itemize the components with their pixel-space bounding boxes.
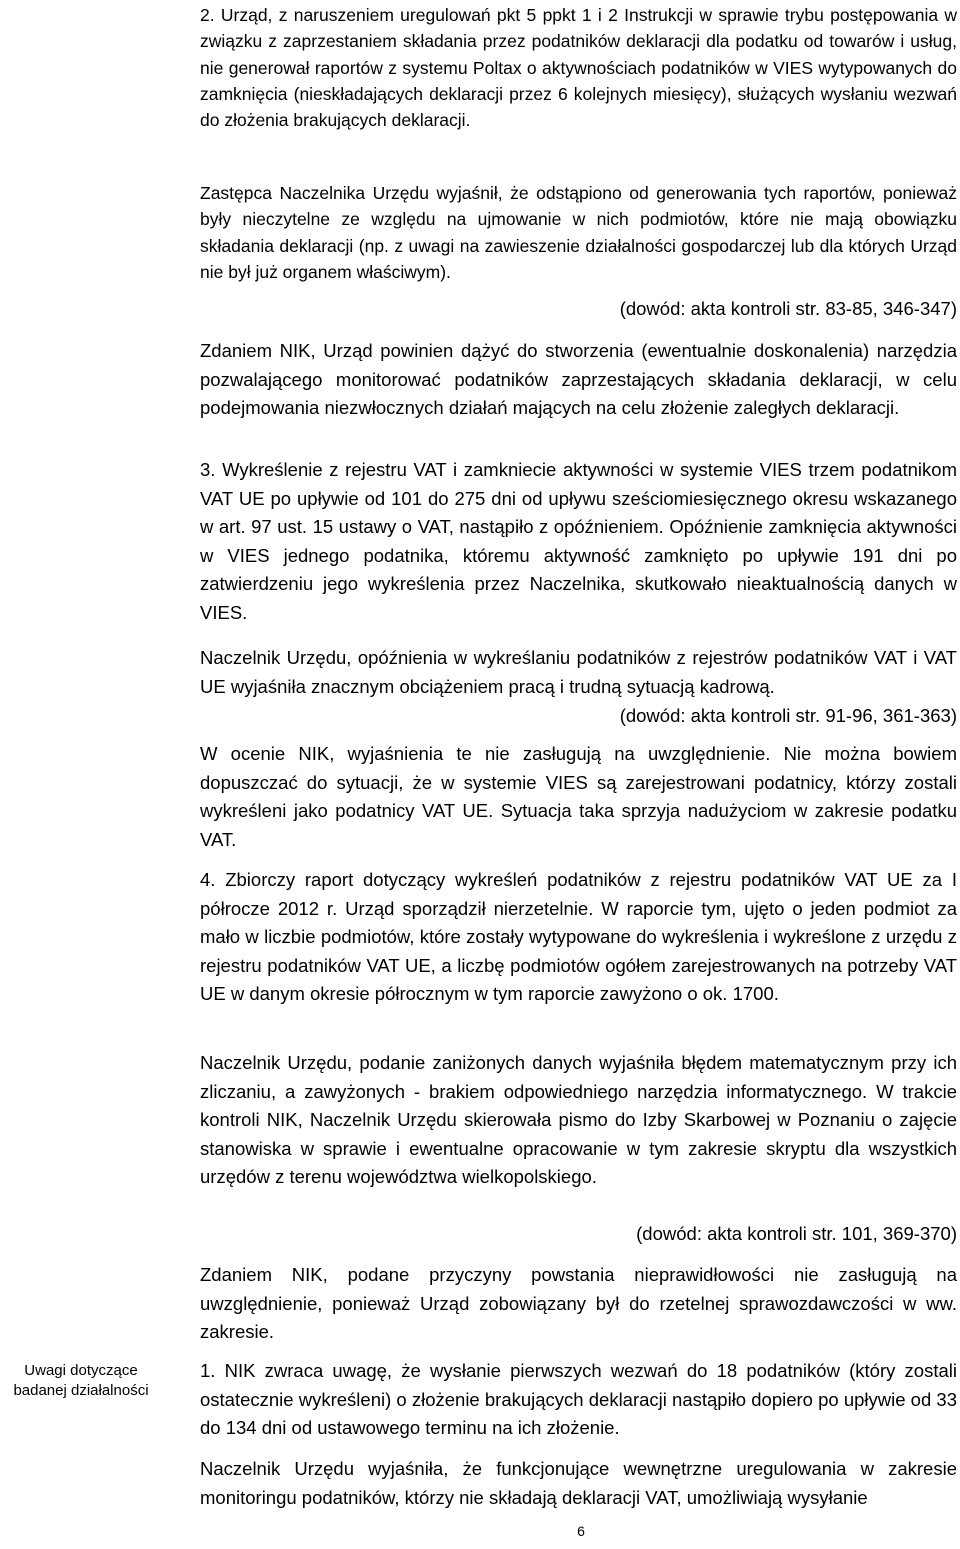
- paragraph-nik-opinion-2: W ocenie NIK, wyjaśnienia te nie zasługują na uwzględnienie. Nie można bowiem dopuszczać do sytuacji, że w systemie VIES są zarejestrowani podatnicy, którzy zostali wykreśleni jako podatnicy VAT UE. Sytuacja taka sprzyja nadużyciom w zakresie podatku VAT.: [200, 743, 957, 850]
- page-number: 6: [577, 1523, 585, 1539]
- paragraph-nik-opinion-3: Zdaniem NIK, podane przyczyny powstania nieprawidłowości nie zasługują na uwzględnienie, ponieważ Urząd zobowiązany był do rzetelnej sprawozdawczości w ww. zakresie.: [200, 1264, 957, 1343]
- paragraph-item-3: 3. Wykreślenie z rejestru VAT i zamkniecie aktywności w systemie VIES trzem podatnikom VAT UE po upływie od 101 do 275 dni od upływu sześciomiesięcznego okresu wskazanego w art. 97 ust. 15 ustawy o VAT, nastąpiło z opóźnieniem. Opóźnienie zamknięcia aktywności w VIES jednego podatnika, któremu aktywność zamknięto po upływie 191 dni po zatwierdzeniu jego wykreślenia przez Naczelnika, skutkowało nieaktualnością danych w VIES.: [200, 459, 957, 623]
- paragraph-remark-1: 1. NIK zwraca uwagę, że wysłanie pierwszych wezwań do 18 podatników (który zostali ostatecznie wykreśleni) o złożenie brakujących deklaracji nastąpiło dopiero po upływie od 33 do 134 dni od ustawowego terminu na ich złożenie.: [200, 1360, 957, 1439]
- evidence-reference: (dowód: akta kontroli str. 83-85, 346-347): [619, 298, 957, 319]
- paragraph-item-4: 4. Zbiorczy raport dotyczący wykreśleń podatników z rejestru podatników VAT UE za I półrocze 2012 r. Urząd sporządził nierzetelnie. W raporcie tym, ujęto o jeden podmiot za mało w liczbie podmiotów, które zostały wytypowane do wykreślenia i wykreślone z urzędu z rejestru podatników VAT UE, a liczbę podmiotów ogółem zarejestrowanych na potrzeby VAT UE w danym okresie półrocznym w tym raporcie zawyżono o ok. 1700.: [200, 869, 957, 1005]
- evidence-reference: (dowód: akta kontroli str. 101, 369-370): [636, 1223, 957, 1244]
- paragraph-nik-opinion-1: Zdaniem NIK, Urząd powinien dążyć do stworzenia (ewentualnie doskonalenia) narzędzia pozwalającego monitorować podatników zaprzestających składania deklaracji, w celu podejmowania niezwłocznych działań mających na celu złożenie zaległych deklaracji.: [200, 340, 957, 419]
- paragraph-head-explanation-1: Naczelnik Urzędu, opóźnienia w wykreślaniu podatników z rejestrów podatników VAT i VAT UE wyjaśniła znacznym obciążeniem pracą i trudną sytuacją kadrową.: [200, 647, 957, 697]
- paragraph-head-explanation-2: Naczelnik Urzędu, podanie zaniżonych danych wyjaśniła błędem matematycznym przy ich zliczaniu, a zawyżonych - brakiem odpowiedniego narzędzia informatycznego. W trakcie kontroli NIK, Naczelnik Urzędu skierowała pismo do Izby Skarbowej w Poznaniu o zajęcie stanowiska w sprawie i ewentualne opracowanie w tym zakresie skryptu dla wszystkich urzędów z terenu województwa wielkopolskiego.: [200, 1052, 957, 1188]
- paragraph-deputy-explanation: Zastępca Naczelnika Urzędu wyjaśnił, że odstąpiono od generowania tych raportów, ponieważ były nieczytelne ze względu na ujmowanie w nich podmiotów, które nie mają obowiązku składania deklaracji (np. z uwagi na zawieszenie działalności gospodarczej lub dla których Urząd nie był już organem właściwym).: [200, 183, 957, 282]
- paragraph-head-explanation-3: Naczelnik Urzędu wyjaśniła, że funkcjonujące wewnętrzne uregulowania w zakresie monitoringu podatników, którzy nie składają deklaracji VAT, umożliwiają wysyłanie: [200, 1458, 957, 1508]
- paragraph-item-2: 2. Urząd, z naruszeniem uregulowań pkt 5 ppkt 1 i 2 Instrukcji w sprawie trybu postępowania w związku z zaprzestaniem składania przez podatników deklaracji dla podatku od towarów i usług, nie generował raportów z systemu Poltax o aktywnościach podatników w VIES wytypowanych do zamknięcia (nieskładających deklaracji przez 6 kolejnych miesięcy), służących wysłaniu wezwań do złożenia brakujących deklaracji.: [200, 5, 957, 131]
- evidence-reference: (dowód: akta kontroli str. 91-96, 361-363): [619, 705, 957, 726]
- margin-note: Uwagi dotyczące badanej działalności: [13, 1362, 149, 1399]
